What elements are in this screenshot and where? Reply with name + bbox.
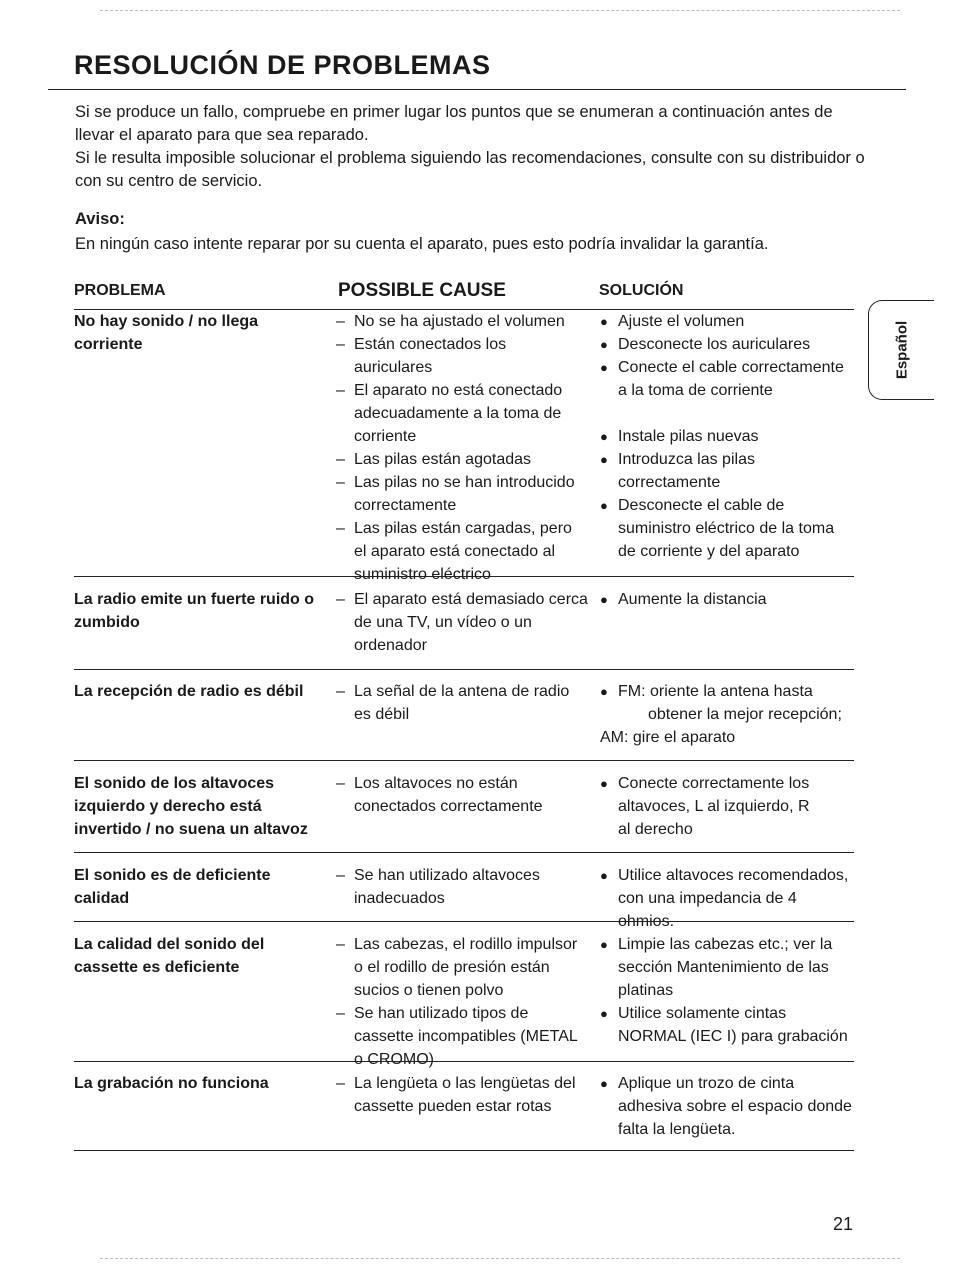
solution-text: Introduzca las pilas correctamente — [618, 451, 755, 491]
cause-item — [336, 379, 588, 448]
solution-item — [600, 448, 854, 494]
solution-item — [600, 864, 854, 933]
solution-item — [600, 356, 854, 402]
intro-section — [75, 101, 875, 193]
row-divider — [74, 852, 854, 853]
row-divider — [74, 921, 854, 922]
dash-marker: – — [336, 775, 345, 792]
cause-item — [336, 1072, 588, 1118]
cause-text: Las pilas no se han introducido correctamente — [354, 474, 575, 514]
column-header-cause: POSSIBLE CAUSE — [338, 280, 506, 301]
solution-item — [600, 425, 854, 448]
cause-item — [336, 310, 588, 333]
solution-text: Aumente la distancia — [618, 591, 767, 608]
bullet-marker: ● — [600, 1006, 608, 1021]
dash-marker: – — [336, 1005, 345, 1022]
cause-item — [336, 448, 588, 471]
title-divider — [48, 89, 906, 90]
cause-text: La señal de la antena de radio es débil — [354, 683, 570, 723]
cause-text: Se han utilizado altavoces inadecuados — [354, 867, 540, 907]
solution-text: Limpie las cabezas etc.; ver la sección Mantenimiento de las platinas — [618, 936, 833, 999]
solution-item — [600, 310, 854, 333]
bullet-marker: ● — [600, 868, 608, 883]
solution-continuation — [600, 726, 854, 749]
solution-list — [600, 588, 854, 611]
cause-list — [336, 680, 588, 726]
solution-item — [600, 333, 854, 356]
solution-text: Ajuste el volumen — [618, 313, 745, 330]
bullet-marker: ● — [600, 337, 608, 352]
cause-item — [336, 864, 588, 910]
solution-item — [600, 1002, 854, 1048]
row-divider — [74, 760, 854, 761]
bullet-marker: ● — [600, 776, 608, 791]
language-tab-label: Español — [893, 320, 910, 380]
problem-text: La grabación no funciona — [74, 1075, 269, 1092]
dash-marker: – — [336, 451, 345, 468]
solution-text: FM: oriente la antena hasta — [618, 683, 813, 700]
cause-text: El aparato está demasiado cerca de una TV, un vídeo o un ordenador — [354, 591, 588, 654]
dash-marker: – — [336, 474, 345, 491]
dash-marker: – — [336, 336, 345, 353]
cause-text: No se ha ajustado el volumen — [354, 313, 565, 330]
dash-marker: – — [336, 683, 345, 700]
solution-text: Aplique un trozo de cinta adhesiva sobre el espacio donde falta la lengüeta. — [618, 1075, 852, 1138]
problem-text: La radio emite un fuerte ruido o zumbido — [74, 591, 315, 631]
solution-text: obtener la mejor recepción; — [648, 706, 842, 723]
cause-item — [336, 588, 588, 657]
cause-text: El aparato no está conectado adecuadamente a la toma de corriente — [354, 382, 563, 445]
intro-paragraph-2: Si le resulta imposible solucionar el problema siguiendo las recomendaciones, consulte con su distribuidor o con su centro de servicio. — [75, 149, 865, 190]
bullet-marker: ● — [600, 684, 608, 699]
solution-item — [600, 588, 854, 611]
page-title: RESOLUCIÓN DE PROBLEMAS — [74, 50, 491, 80]
solution-list — [600, 310, 854, 563]
scan-top-edge — [100, 10, 900, 11]
page-number: 21 — [833, 1214, 854, 1234]
cause-item — [336, 680, 588, 726]
problem-text: La calidad del sonido del cassette es deficiente — [74, 936, 265, 976]
solution-text: Conecte el cable correctamente a la toma de corriente — [618, 359, 844, 399]
problem-text: No hay sonido / no llega corriente — [74, 313, 259, 353]
cause-text: Las pilas están agotadas — [354, 451, 532, 468]
solution-item — [600, 680, 854, 703]
solution-item — [600, 1072, 854, 1141]
solution-list — [600, 680, 854, 749]
dash-marker: – — [336, 520, 345, 537]
bullet-marker: ● — [600, 1076, 608, 1091]
cause-list — [336, 310, 588, 586]
solution-item — [600, 772, 820, 841]
solution-text: Desconecte el cable de suministro eléctrico de la toma de corriente y del aparato — [618, 497, 835, 560]
dash-marker: – — [336, 313, 345, 330]
row-divider — [74, 576, 854, 577]
intro-paragraph-1: Si se produce un fallo, compruebe en primer lugar los puntos que se enumeran a continuación antes de llevar el aparato para que sea reparado. — [75, 103, 833, 144]
bullet-marker: ● — [600, 498, 608, 513]
solution-list — [600, 933, 854, 1048]
cause-list — [336, 1072, 588, 1118]
cause-text: Las pilas están cargadas, pero el aparato está conectado al suministro eléctrico — [354, 520, 572, 583]
problem-text: El sonido es de deficiente calidad — [74, 867, 271, 907]
bullet-marker: ● — [600, 360, 608, 375]
cause-item — [336, 772, 588, 818]
bullet-marker: ● — [600, 592, 608, 607]
cause-list — [336, 864, 588, 910]
scan-bottom-edge — [100, 1258, 900, 1259]
column-header-problem: PROBLEMA — [74, 282, 166, 299]
dash-marker: – — [336, 591, 345, 608]
cause-item — [336, 471, 588, 517]
row-divider — [74, 669, 854, 670]
cause-text: Los altavoces no están conectados correctamente — [354, 775, 543, 815]
solution-text: Utilice solamente cintas NORMAL (IEC I) para grabación — [618, 1005, 848, 1045]
cause-item — [336, 333, 588, 379]
solution-continuation — [600, 703, 854, 726]
problem-text: El sonido de los altavoces izquierdo y derecho está invertido / no suena un altavoz — [74, 775, 308, 838]
solution-text: Instale pilas nuevas — [618, 428, 759, 445]
cause-list — [336, 588, 588, 657]
bullet-marker: ● — [600, 452, 608, 467]
dash-marker: – — [336, 1075, 345, 1092]
cause-list — [336, 933, 588, 1071]
column-header-solution: SOLUCIÓN — [599, 282, 684, 299]
row-divider — [74, 1150, 854, 1151]
solution-list — [600, 864, 854, 933]
problem-text: La recepción de radio es débil — [74, 683, 304, 700]
cause-list — [336, 772, 588, 818]
solution-text: AM: gire el aparato — [600, 729, 736, 746]
cause-item — [336, 933, 588, 1002]
solution-item — [600, 494, 854, 563]
cause-text: Las cabezas, el rodillo impulsor o el rodillo de presión están sucios o tienen polvo — [354, 936, 578, 999]
solution-text: Desconecte los auriculares — [618, 336, 811, 353]
dash-marker: – — [336, 936, 345, 953]
cause-text: Se han utilizado tipos de cassette incompatibles (METAL o CROMO) — [354, 1005, 578, 1068]
language-tab — [868, 300, 934, 400]
solution-list — [600, 772, 820, 841]
warning-label: Aviso: — [75, 210, 125, 228]
solution-text: Utilice altavoces recomendados, con una impedancia de 4 ohmios. — [618, 867, 849, 930]
bullet-marker: ● — [600, 429, 608, 444]
dash-marker: – — [336, 867, 345, 884]
warning-text: En ningún caso intente reparar por su cuenta el aparato, pues esto podría invalidar la garantía. — [75, 235, 769, 253]
cause-text: Están conectados los auriculares — [354, 336, 507, 376]
cause-text: La lengüeta o las lengüetas del cassette pueden estar rotas — [354, 1075, 576, 1115]
bullet-marker: ● — [600, 937, 608, 952]
bullet-marker: ● — [600, 314, 608, 329]
solution-item — [600, 933, 854, 1002]
row-divider — [74, 1061, 854, 1062]
solution-text: Conecte correctamente los altavoces, L al izquierdo, R al derecho — [618, 775, 810, 838]
dash-marker: – — [336, 382, 345, 399]
solution-list — [600, 1072, 854, 1141]
